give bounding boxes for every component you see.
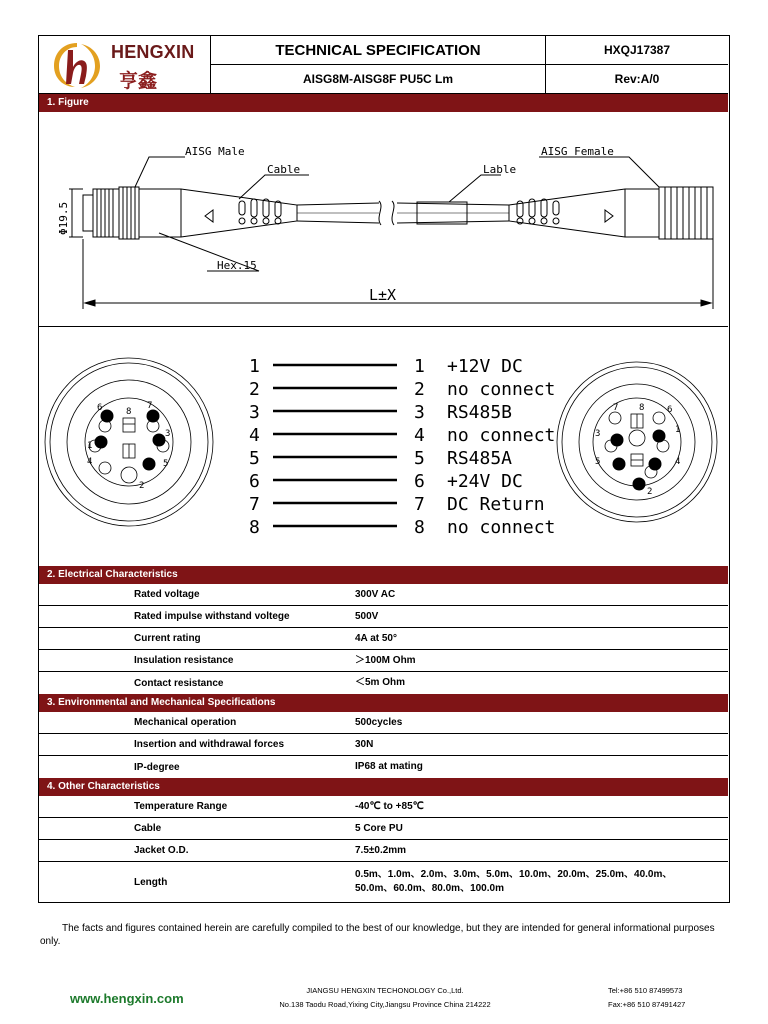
wire-signal-6: +24V DC	[447, 471, 523, 492]
label-aisg-male: AISG Male	[185, 145, 245, 158]
spec-label: Insulation resistance	[134, 655, 234, 666]
male-pin-3: 3	[165, 429, 171, 439]
spec-row	[39, 840, 728, 862]
spec-label: Length	[134, 876, 168, 888]
wire-right-7: 7	[414, 494, 425, 515]
female-pin-2: 2	[647, 487, 653, 497]
wire-signal-3: RS485B	[447, 402, 513, 423]
label-aisg-female: AISG Female	[541, 145, 614, 158]
spec-label: Rated impulse withstand voltege	[134, 611, 290, 622]
wire-left-4: 4	[249, 425, 260, 446]
length-options	[355, 862, 672, 902]
female-pin-8: 8	[639, 403, 645, 413]
spec-label: Rated voltage	[134, 589, 200, 600]
revision: Rev:A/0	[614, 72, 660, 86]
spec-label: Contact resistance	[134, 677, 224, 689]
spec-value: 500V	[355, 610, 379, 622]
spec-value: ＞100M Ohm	[355, 654, 416, 666]
female-pin-6: 6	[667, 405, 673, 415]
spec-value: 30N	[355, 738, 374, 750]
disclaimer: The facts and figures contained herein are carefully compiled to the best of our knowledge, but they are intended for general informational purposes only.	[40, 923, 715, 947]
wire-right-3: 3	[414, 402, 425, 423]
section-other-bar: 4. Other Characteristics	[39, 778, 728, 796]
male-pin-7: 7	[147, 401, 153, 411]
pin-wiring-svg	[39, 328, 728, 565]
spec-row-length	[39, 862, 728, 902]
label-lable: Lable	[483, 163, 517, 176]
spec-row	[39, 796, 728, 818]
male-pin-1: 1	[87, 441, 93, 451]
company-name: HENGXIN	[111, 42, 195, 62]
wire-signal-4: no connect	[447, 425, 556, 446]
spec-label: Mechanical operation	[134, 717, 237, 728]
spec-value: -40℃ to +85℃	[355, 800, 424, 812]
label-length: L±X	[369, 286, 397, 304]
male-pin-5: 5	[163, 459, 169, 469]
footer-tel: Tel:+86 510 87499573	[608, 986, 683, 995]
label-cable: Cable	[267, 163, 301, 176]
cable-drawing-svg	[39, 113, 728, 327]
section-figure-bar: 1. Figure	[39, 94, 728, 112]
pin-wiring-area	[39, 328, 728, 565]
spec-label: IP-degree	[134, 761, 180, 773]
wire-left-8: 8	[249, 517, 260, 538]
section-environmental-bar: 3. Environmental and Mechanical Specifications	[39, 694, 728, 712]
spec-value: ＜5m Ohm	[355, 677, 406, 688]
section-electrical-bar: 2. Electrical Characteristics	[39, 566, 728, 584]
female-pin-4: 4	[675, 457, 681, 467]
wire-right-8: 8	[414, 517, 425, 538]
wire-signal-1: +12V DC	[447, 356, 523, 377]
wire-signal-7: DC Return	[447, 494, 545, 515]
company-address-block	[250, 984, 520, 1012]
male-pin-2: 2	[139, 481, 145, 491]
female-pin-1: 1	[675, 425, 681, 435]
spec-row	[39, 672, 728, 694]
spec-value: 300V AC	[355, 588, 396, 600]
spec-label: Insertion and withdrawal forces	[134, 739, 285, 750]
hengxin-logo-icon	[51, 40, 103, 90]
wire-signal-5: RS485A	[447, 448, 513, 469]
label-diameter: Φ19.5	[57, 201, 70, 235]
logo-cell	[39, 36, 211, 94]
spec-value: 500cycles	[355, 716, 403, 728]
spec-row	[39, 734, 728, 756]
document-title: TECHNICAL SPECIFICATION	[211, 36, 545, 65]
wire-signal-2: no connect	[447, 379, 556, 400]
spec-sheet-frame	[38, 35, 730, 903]
spec-row	[39, 606, 728, 628]
footer-company: JIANGSU HENGXIN TECHONOLOGY Co.,Ltd.	[306, 986, 464, 995]
spec-label: Jacket O.D.	[134, 845, 189, 856]
wire-right-6: 6	[414, 471, 425, 492]
footer-fax: Fax:+86 510 87491427	[608, 1000, 686, 1009]
cable-drawing	[39, 113, 728, 327]
spec-value: 7.5±0.2mm	[355, 844, 407, 856]
footer-address: No.138 Taodu Road,Yixing City,Jiangsu Province China 214222	[279, 1000, 491, 1009]
spec-row	[39, 584, 728, 606]
wire-right-2: 2	[414, 379, 425, 400]
spec-row	[39, 712, 728, 734]
spec-row	[39, 628, 728, 650]
length-options-line-1: 0.5m、1.0m、2.0m、3.0m、5.0m、10.0m、20.0m、25.0m、40.0m、	[355, 869, 673, 880]
female-pin-7: 7	[613, 403, 619, 413]
spec-value: IP68 at mating	[355, 761, 423, 772]
spec-label: Cable	[134, 823, 162, 834]
wire-right-1: 1	[414, 356, 425, 377]
wire-right-5: 5	[414, 448, 425, 469]
female-connector-face-icon	[557, 362, 717, 522]
spec-label: Current rating	[134, 633, 201, 644]
title-cell	[211, 36, 546, 94]
spec-row	[39, 818, 728, 840]
wire-left-3: 3	[249, 402, 260, 423]
product-model: AISG8M-AISG8F PU5C Lm	[302, 72, 454, 86]
female-pin-5: 5	[595, 457, 601, 467]
company-name-cn: 亨鑫	[119, 70, 158, 92]
website-link[interactable]: www.hengxin.com	[70, 991, 184, 1006]
label-hex: Hex.15	[217, 259, 257, 272]
male-connector-face-icon	[45, 358, 213, 526]
wire-signal-8: no connect	[447, 517, 556, 538]
wire-left-6: 6	[249, 471, 260, 492]
code-cell	[546, 36, 728, 94]
male-pin-8: 8	[126, 407, 132, 417]
wire-left-2: 2	[249, 379, 260, 400]
spec-label: Temperature Range	[134, 801, 228, 812]
length-options-line-2: 50.0m、60.0m、80.0m、100.0m	[355, 883, 504, 894]
header	[39, 36, 728, 94]
wire-left-7: 7	[249, 494, 260, 515]
spec-row	[39, 650, 728, 672]
male-pin-6: 6	[97, 403, 103, 413]
spec-value: 4A at 50°	[355, 632, 397, 644]
document-code: HXQJ17387	[546, 36, 728, 65]
spec-value: 5 Core PU	[355, 822, 403, 834]
wire-left-5: 5	[249, 448, 260, 469]
female-pin-3: 3	[595, 429, 601, 439]
male-pin-4: 4	[87, 457, 93, 467]
contact-block	[608, 984, 685, 1012]
spec-row	[39, 756, 728, 778]
wire-right-4: 4	[414, 425, 425, 446]
wire-left-1: 1	[249, 356, 260, 377]
